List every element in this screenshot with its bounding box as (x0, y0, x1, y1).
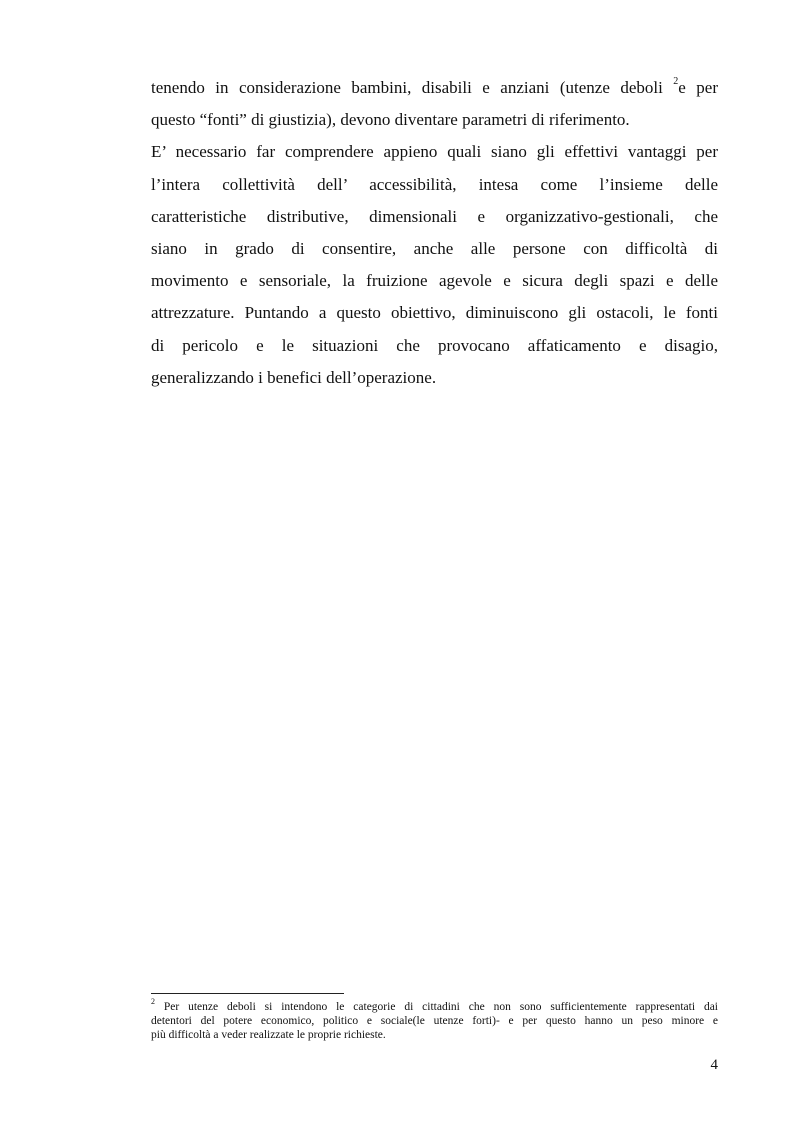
body-text (151, 72, 718, 394)
footnote-line-2: detentori del potere economico, politico e sociale(le utenze forti)- e per questo hanno un peso minore e (151, 1015, 718, 1027)
page-number: 4 (710, 1057, 718, 1073)
body-line-4: l’intera collettività dell’ accessibilità, intesa come l’insieme delle (151, 174, 718, 194)
footnote-line-1 (151, 997, 718, 1014)
footnote-separator (151, 993, 344, 994)
footnote-line-1-text: Per utenze deboli si intendono le categorie di cittadini che non sono sufficientemente rappresentati dai (155, 1001, 718, 1013)
footnote-reference[interactable]: 2 (673, 76, 679, 88)
body-line-5: caratteristiche distributive, dimensionali e organizzativo-gestionali, che (151, 206, 718, 226)
body-line-1-text: tenendo in considerazione bambini, disabili e anziani (utenze deboli (151, 78, 674, 97)
footnote (151, 997, 718, 1042)
body-line-8: attrezzature. Puntando a questo obiettivo, diminuiscono gli ostacoli, le fonti (151, 303, 718, 323)
footnote-number: 2 (151, 997, 155, 1007)
body-line-2: questo “fonti” di giustizia), devono diventare parametri di riferimento. (151, 110, 630, 130)
body-line-1 (151, 72, 718, 104)
body-line-3: E’ necessario far comprendere appieno quali siano gli effettivi vantaggi per (151, 142, 718, 162)
body-line-1-tail: e per (678, 78, 718, 97)
body-line-9: di pericolo e le situazioni che provocano affaticamento e disagio, (151, 335, 718, 355)
footnote-line-3: più difficoltà a veder realizzate le proprie richieste. (151, 1029, 386, 1041)
body-line-6: siano in grado di consentire, anche alle persone con difficoltà di (151, 238, 718, 258)
body-line-10: generalizzando i benefici dell’operazione. (151, 367, 437, 387)
body-line-7: movimento e sensoriale, la fruizione agevole e sicura degli spazi e delle (151, 271, 718, 291)
